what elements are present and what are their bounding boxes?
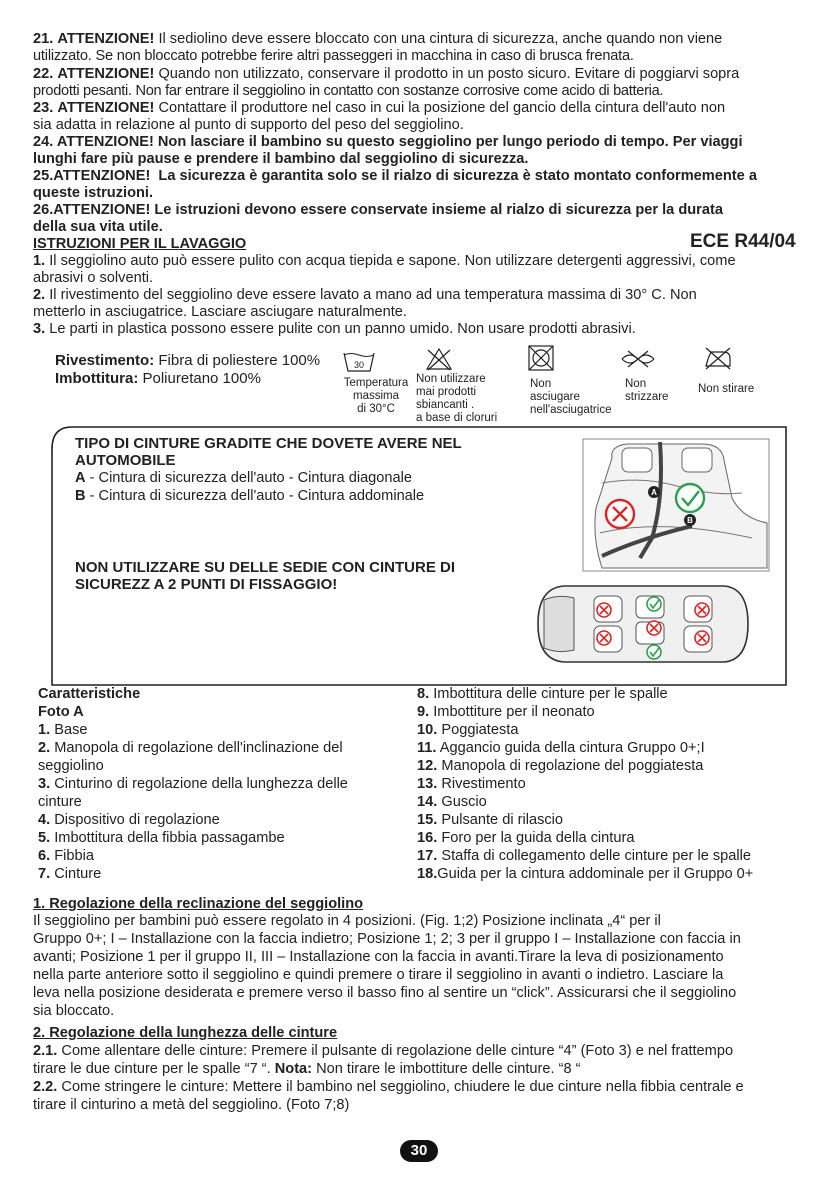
feature-item: 14. Guscio	[417, 794, 487, 810]
feature-item: 13. Rivestimento	[417, 776, 526, 792]
features-heading: Caratteristiche	[38, 686, 141, 702]
symbol-temp-label: Temperatura massima di 30°C	[343, 377, 409, 415]
two-point-warning-2: SICUREZZ A 2 PUNTI DI FISSAGGIO!	[75, 576, 338, 593]
feature-item: 17. Staffa di collegamento delle cinture per le spalle	[417, 848, 751, 864]
section2-p1-cont: tirare le due cinture per le spalle “7 “. Nota: Non tirare le imbottiture delle cinture. “8 “	[33, 1061, 581, 1077]
no-wring-icon	[620, 350, 656, 368]
section2-p1: 2.1. Come allentare delle cinture: Premere il pulsante di regolazione delle cinture “4” (Foto 3) e nel frattempo	[33, 1043, 734, 1059]
feature-item-cont: seggiolino	[38, 758, 104, 774]
warning-23-cont: sia adatta in relazione al punto di supporto del peso del seggiolino.	[33, 117, 464, 133]
warning-24-cont: lunghi fare più pause e prendere il bambino dal seggiolino di sicurezza.	[33, 151, 529, 167]
feature-item: 2. Manopola di regolazione dell'inclinazione del	[38, 740, 343, 756]
feature-item: 5. Imbottitura della fibbia passagambe	[38, 830, 285, 846]
temp-value: 30	[353, 360, 365, 370]
warning-26: 26.ATTENZIONE! Le istruzioni devono essere conservate insieme al rialzo di sicurezza per la durata	[33, 202, 723, 218]
section1-line: Gruppo 0+; I – Installazione con la faccia indietro; Posizione 1; 2; 3 per il gruppo I – Installazione con faccia in	[33, 931, 741, 947]
feature-item: 4. Dispositivo di regolazione	[38, 812, 220, 828]
section1-line: sia bloccato.	[33, 1003, 115, 1019]
page-number: 30	[400, 1140, 438, 1162]
no-bleach-icon	[425, 347, 453, 371]
two-point-warning: NON UTILIZZARE SU DELLE SEDIE CON CINTURE DI	[75, 559, 456, 576]
no-iron-icon	[703, 346, 733, 370]
washing-p2: 2. Il rivestimento del seggiolino deve essere lavato a mano ad una temperatura massima di 30° C. Non	[33, 287, 697, 303]
warning-21: 21. ATTENZIONE! Il sediolino deve essere bloccato con una cintura di sicurezza, anche quando non viene	[33, 31, 723, 47]
no-tumble-dry-icon	[528, 345, 554, 371]
warning-23: 23. ATTENZIONE! Contattare il produttore nel caso in cui la posizione del gancio della cintura dell'auto non	[33, 100, 726, 116]
wash-30-icon	[343, 351, 375, 373]
washing-p1: 1. Il seggiolino auto può essere pulito con acqua tiepida e sapone. Non utilizzare detergenti aggressivi, come	[33, 253, 736, 269]
section1-line: avanti; Posizione 1 per il gruppo II, III – Installazione con la faccia in avanti.Tirare la leva di posizionamento	[33, 949, 724, 965]
feature-item: 6. Fibbia	[38, 848, 94, 864]
car-top-view-illustration	[534, 582, 750, 666]
section2-p2-cont: tirare il cinturino a metà del seggiolino. (Foto 7;8)	[33, 1097, 350, 1113]
cover-material: Rivestimento: Fibra di poliestere 100%	[55, 352, 321, 369]
feature-item: 11. Aggancio guida della cintura Gruppo 0+;I	[417, 740, 705, 756]
washing-p2-cont: metterlo in asciugatrice. Lasciare asciugare naturalmente.	[33, 304, 407, 320]
belts-box-title: TIPO DI CINTURE GRADITE CHE DOVETE AVERE NEL	[75, 435, 462, 452]
feature-item: 18.Guida per la cintura addominale per il Gruppo 0+	[417, 866, 754, 882]
ece-label: ECE R44/04	[690, 231, 796, 252]
section1-line: Il seggiolino per bambini può essere regolato in 4 posizioni. (Fig. 1;2) Posizione inclinata „4“ per il	[33, 913, 661, 929]
feature-item: 16. Foro per la guida della cintura	[417, 830, 635, 846]
badge-a: A	[651, 488, 657, 497]
feature-item-cont: cinture	[38, 794, 82, 810]
warning-22-cont: prodotti pesanti. Non far entrare il seggiolino in contatto con sostanze corrosive come acido di batteria.	[33, 83, 664, 99]
symbol-dry-label: Non asciugare nell'asciugatrice	[530, 378, 612, 416]
section1-line: leva nella posizione desiderata e premere verso il basso fino al sentire un “click”. Assicurarsi che il seggiolino	[33, 985, 737, 1001]
warning-22: 22. ATTENZIONE! Quando non utilizzato, conservare il prodotto in un posto sicuro. Evitare di poggiarvi sopra	[33, 66, 740, 82]
feature-item: 1. Base	[38, 722, 88, 738]
washing-p3: 3. Le parti in plastica possono essere pulite con un panno umido. Non usare prodotti abrasivi.	[33, 321, 636, 337]
warning-25-cont: queste istruzioni.	[33, 185, 154, 201]
section2-title: 2. Regolazione della lunghezza delle cinture	[33, 1025, 338, 1041]
belts-box-title-2: AUTOMOBILE	[75, 452, 176, 469]
washing-p1-cont: abrasivi o solventi.	[33, 270, 154, 286]
section1-line: nella parte anteriore sotto il seggiolino e quindi premere o tirare il seggiolino in avanti o indietro. Lasciare la	[33, 967, 724, 983]
symbol-iron-label: Non stirare	[698, 383, 755, 395]
symbol-bleach-label: Non utilizzare mai prodotti sbiancanti . a base di cloruri	[416, 373, 498, 424]
feature-item: 7. Cinture	[38, 866, 102, 882]
feature-item: 9. Imbottiture per il neonato	[417, 704, 595, 720]
warning-25: 25.ATTENZIONE! La sicurezza è garantita solo se il rialzo di sicurezza è stato montato conformemente a	[33, 168, 757, 184]
belt-type-b: B - Cintura di sicurezza dell'auto - Cintura addominale	[75, 488, 425, 504]
warning-24: 24. ATTENZIONE! Non lasciare il bambino su questo seggiolino per lungo periodo di tempo. Per viaggi	[33, 134, 743, 150]
feature-item: 8. Imbottitura delle cinture per le spalle	[417, 686, 668, 702]
feature-item: 12. Manopola di regolazione del poggiatesta	[417, 758, 704, 774]
badge-b: B	[687, 516, 693, 525]
warning-26-cont: della sua vita utile.	[33, 219, 163, 235]
belt-type-a: A - Cintura di sicurezza dell'auto - Cintura diagonale	[75, 470, 413, 486]
car-seat-belt-illustration	[582, 438, 770, 572]
feature-item: 10. Poggiatesta	[417, 722, 519, 738]
symbol-wring-label: Non strizzare	[625, 378, 669, 403]
warning-21-cont: utilizzato. Se non bloccato potrebbe ferire altri passeggeri in macchina in caso di brusca frenata.	[33, 48, 634, 64]
feature-item: 3. Cinturino di regolazione della lunghezza delle	[38, 776, 348, 792]
padding-material: Imbottitura: Poliuretano 100%	[55, 370, 261, 387]
washing-title: ISTRUZIONI PER IL LAVAGGIO	[33, 236, 247, 252]
features-subheading: Foto A	[38, 704, 84, 720]
feature-item: 15. Pulsante di rilascio	[417, 812, 564, 828]
section1-title: 1. Regolazione della reclinazione del seggiolino	[33, 896, 364, 912]
section2-p2: 2.2. Come stringere le cinture: Mettere il bambino nel seggiolino, chiudere le due cinture nella fibbia centrale e	[33, 1079, 744, 1095]
